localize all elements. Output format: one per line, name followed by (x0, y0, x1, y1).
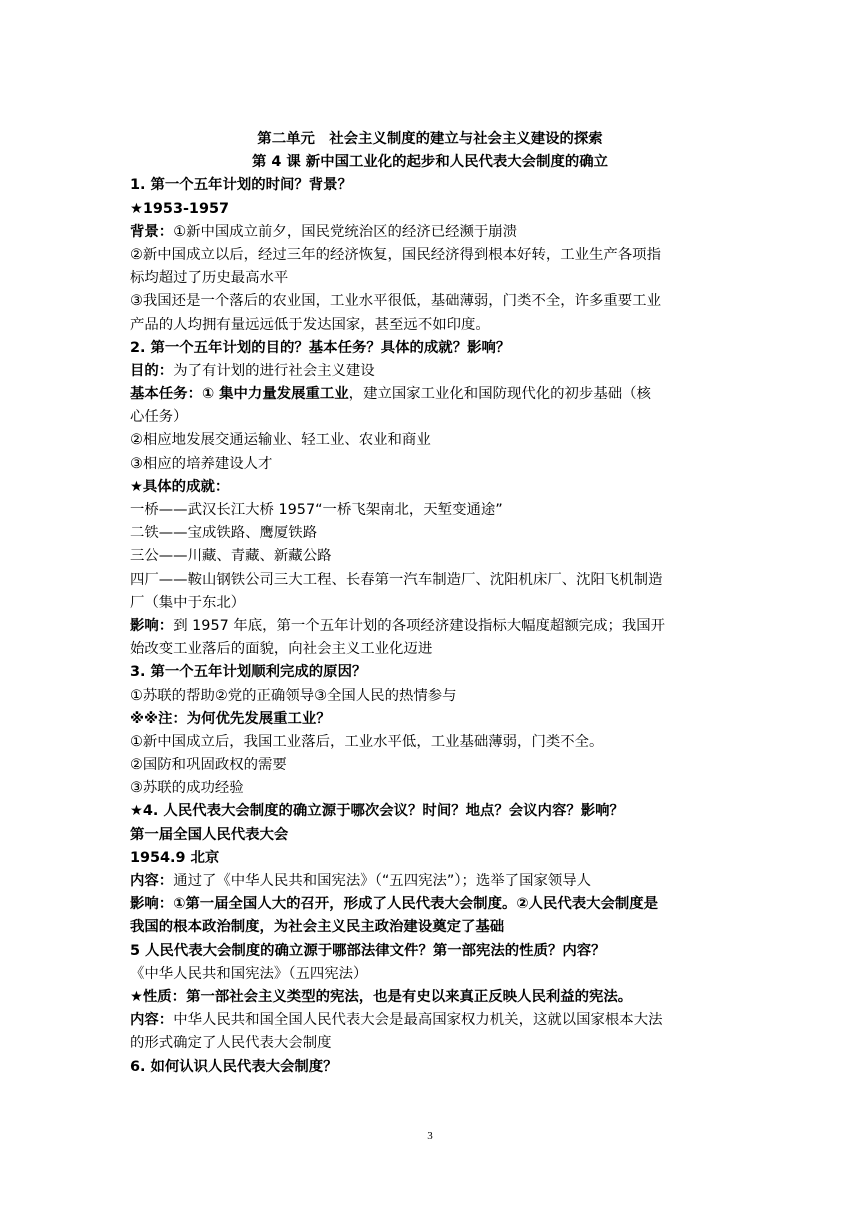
text-line: 二铁——宝成铁路、鹰厦铁路 (130, 525, 318, 542)
bold-label: 背景： (130, 223, 174, 240)
text-span: 中华人民共和国全国人民代表大会是最高国家权力机关，这就以国家根本大法 (173, 1012, 663, 1029)
question-heading: ★性质：第一部社会主义类型的宪法，也是有史以来真正反映人民利益的宪法。 (130, 988, 633, 1005)
question-heading: ★具体的成就： (130, 478, 230, 495)
question-heading: ※※注：为何优先发展重工业？ (130, 710, 331, 727)
text-line (130, 870, 730, 893)
document-body (130, 128, 730, 1079)
question-heading: ★4. 人民代表大会制度的确立源于哪次会议？时间？地点？会议内容？影响？ (130, 803, 624, 820)
text-span: 到 1957 年底，第一个五年计划的各项经济建设指标大幅度超额完成；我国开 (173, 617, 666, 634)
bold-label: 目的： (130, 362, 174, 379)
question-heading: 2. 第一个五年计划的目的？基本任务？具体的成就？影响？ (130, 339, 511, 356)
text-line: ②相应地发展交通运输业、轻工业、农业和商业 (130, 432, 431, 449)
text-line (130, 383, 730, 406)
text-line: ③苏联的成功经验 (130, 780, 244, 797)
bold-label: ①第一届全国人大的召开，形成了人民代表大会制度。②人民代表大会制度是 (173, 896, 659, 913)
text-line (130, 615, 730, 638)
question-heading: 我国的根本政治制度，为社会主义民主政治建设奠定了基础 (130, 919, 505, 936)
text-line: 一桥——武汉长江大桥 1957“一桥飞架南北，天堑变通途” (130, 502, 503, 518)
question-heading: 1. 第一个五年计划的时间？背景？ (130, 177, 352, 194)
bold-label: 影响： (130, 896, 174, 913)
bold-label: 内容： (130, 873, 174, 889)
text-line (130, 360, 730, 383)
question-heading: ★1953-1957 (130, 200, 229, 217)
text-span: 通过了《中华人民共和国宪法》（“五四宪法”）；选举了国家领导人 (173, 873, 592, 889)
text-line (130, 221, 730, 244)
bold-label: 影响： (130, 617, 174, 634)
text-line: 厂（集中于东北） (130, 594, 246, 611)
text-span: ①新中国成立前夕，国民党统治区的经济已经濒于崩溃 (173, 223, 518, 240)
page-number: 3 (427, 1130, 433, 1142)
section-title: 第 4 课 新中国工业化的起步和人民代表大会制度的确立 (251, 154, 609, 171)
question-heading: 5 人民代表大会制度的确立源于哪部法律文件？第一部宪法的性质？内容？ (130, 942, 606, 959)
bold-label: 内容： (130, 1012, 174, 1029)
text-line (130, 893, 730, 916)
text-line: 三公——川藏、青藏、新藏公路 (130, 548, 332, 565)
question-heading: 6. 如何认识人民代表大会制度？ (130, 1058, 338, 1075)
text-line: ①苏联的帮助②党的正确领导③全国人民的热情参与 (130, 687, 457, 704)
text-line: ③我国还是一个落后的农业国，工业水平很低，基础薄弱，门类不全，许多重要工业 (130, 293, 661, 310)
text-line: 心任务） (130, 409, 188, 426)
question-heading: 第一届全国人民代表大会 (130, 826, 289, 843)
text-line: 始改变工业落后的面貌，向社会主义工业化迈进 (130, 641, 433, 658)
text-line: ②新中国成立以后，经过三年的经济恢复，国民经济得到根本好转，工业生产各项指 (130, 246, 661, 263)
text-line: 四厂——鞍山钢铁公司三大工程、长春第一汽车制造厂、沈阳机床厂、沈阳飞机制造 (130, 571, 663, 588)
text-span: 为了有计划的进行社会主义建设 (173, 362, 375, 379)
question-heading: 3. 第一个五年计划顺利完成的原因？ (130, 664, 367, 681)
text-line: ②国防和巩固政权的需要 (130, 757, 287, 774)
text-line: 标均超过了历史最高水平 (130, 270, 289, 287)
text-line: 产品的人均拥有量远远低于发达国家，甚至远不如印度。 (130, 316, 490, 333)
text-line (130, 1009, 730, 1032)
text-line: ③相应的培养建设人才 (130, 455, 273, 472)
text-span: ，建立国家工业化和国防现代化的初步基础（核 (348, 386, 651, 403)
text-line: 《中华人民共和国宪法》（五四宪法） (130, 965, 368, 982)
text-line: ①新中国成立后，我国工业落后，工业水平低，工业基础薄弱，门类不全。 (130, 733, 604, 750)
text-line: 的形式确定了人民代表大会制度 (130, 1035, 332, 1052)
question-heading: 1954.9 北京 (130, 849, 220, 866)
bold-label: 基本任务：① 集中力量发展重工业 (130, 386, 349, 403)
section-title: 第二单元 社会主义制度的建立与社会主义建设的探索 (257, 131, 603, 147)
